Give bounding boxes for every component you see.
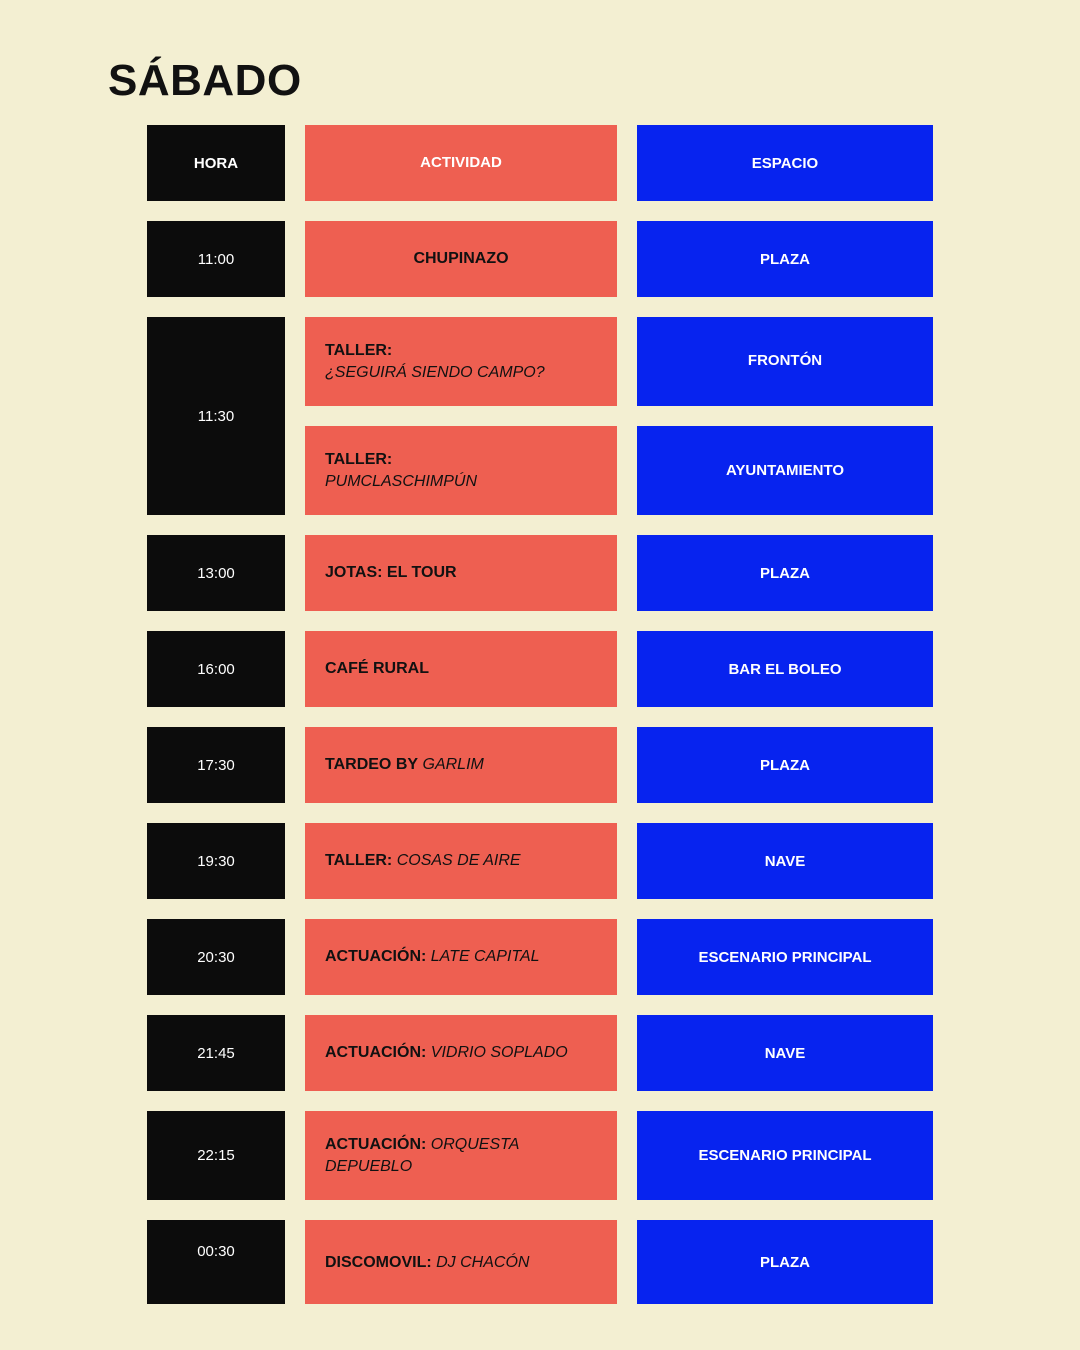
activity-subtitle: COSAS DE AIRE bbox=[396, 852, 521, 869]
space-cell: AYUNTAMIENTO bbox=[637, 426, 933, 515]
space-cell: ESCENARIO PRINCIPAL bbox=[637, 1111, 933, 1200]
activity-title: ACTUACIÓN: bbox=[325, 948, 427, 965]
activity-cell bbox=[305, 1015, 617, 1091]
activity-subtitle: ORQUESTA DEPUEBLO bbox=[325, 1135, 519, 1175]
activity-title: TARDEO BY bbox=[325, 756, 419, 773]
activity-subtitle: GARLIM bbox=[422, 756, 484, 773]
activity-title: CHUPINAZO bbox=[413, 250, 509, 267]
time-cell: 11:00 bbox=[147, 221, 285, 297]
activity-cell bbox=[305, 317, 617, 406]
space-cell: PLAZA bbox=[637, 1220, 933, 1304]
time-cell: 21:45 bbox=[147, 1015, 285, 1091]
activity-title: ACTUACIÓN: bbox=[325, 1135, 427, 1153]
activity-title: JOTAS: EL TOUR bbox=[325, 564, 457, 581]
activity-title: CAFÉ RURAL bbox=[325, 660, 429, 677]
time-cell: 00:30 bbox=[147, 1220, 285, 1304]
space-cell: NAVE bbox=[637, 1015, 933, 1091]
header-space: ESPACIO bbox=[637, 125, 933, 201]
time-cell: 20:30 bbox=[147, 919, 285, 995]
activity-subtitle: ¿SEGUIRÁ SIENDO CAMPO? bbox=[325, 363, 545, 381]
activity-title: DISCOMOVIL: bbox=[325, 1254, 432, 1271]
space-cell: BAR EL BOLEO bbox=[637, 631, 933, 707]
header-time: HORA bbox=[147, 125, 285, 201]
activity-cell bbox=[305, 919, 617, 995]
header-activity: ACTIVIDAD bbox=[305, 125, 617, 201]
space-cell: PLAZA bbox=[637, 727, 933, 803]
time-cell: 19:30 bbox=[147, 823, 285, 899]
page-title: SÁBADO bbox=[108, 56, 302, 105]
activity-cell bbox=[305, 727, 617, 803]
activity-cell bbox=[305, 1220, 617, 1304]
activity-cell bbox=[305, 426, 617, 515]
activity-subtitle: PUMCLASCHIMPÚN bbox=[325, 472, 478, 490]
activity-cell bbox=[305, 221, 617, 297]
activity-subtitle: DJ CHACÓN bbox=[436, 1254, 530, 1271]
time-cell: 17:30 bbox=[147, 727, 285, 803]
time-cell: 22:15 bbox=[147, 1111, 285, 1200]
activity-subtitle: VIDRIO SOPLADO bbox=[430, 1044, 568, 1061]
space-cell: NAVE bbox=[637, 823, 933, 899]
time-cell: 11:30 bbox=[147, 317, 285, 515]
activity-subtitle: LATE CAPITAL bbox=[430, 948, 540, 965]
activity-cell bbox=[305, 823, 617, 899]
activity-cell bbox=[305, 631, 617, 707]
activity-title: ACTUACIÓN: bbox=[325, 1044, 427, 1061]
activity-title: TALLER: bbox=[325, 852, 393, 869]
activity-title: TALLER: bbox=[325, 341, 393, 359]
activity-cell bbox=[305, 535, 617, 611]
time-cell: 16:00 bbox=[147, 631, 285, 707]
activity-title: TALLER: bbox=[325, 450, 393, 468]
space-cell: FRONTÓN bbox=[637, 317, 933, 406]
space-cell: PLAZA bbox=[637, 221, 933, 297]
activity-cell bbox=[305, 1111, 617, 1200]
space-cell: PLAZA bbox=[637, 535, 933, 611]
space-cell: ESCENARIO PRINCIPAL bbox=[637, 919, 933, 995]
time-cell: 13:00 bbox=[147, 535, 285, 611]
